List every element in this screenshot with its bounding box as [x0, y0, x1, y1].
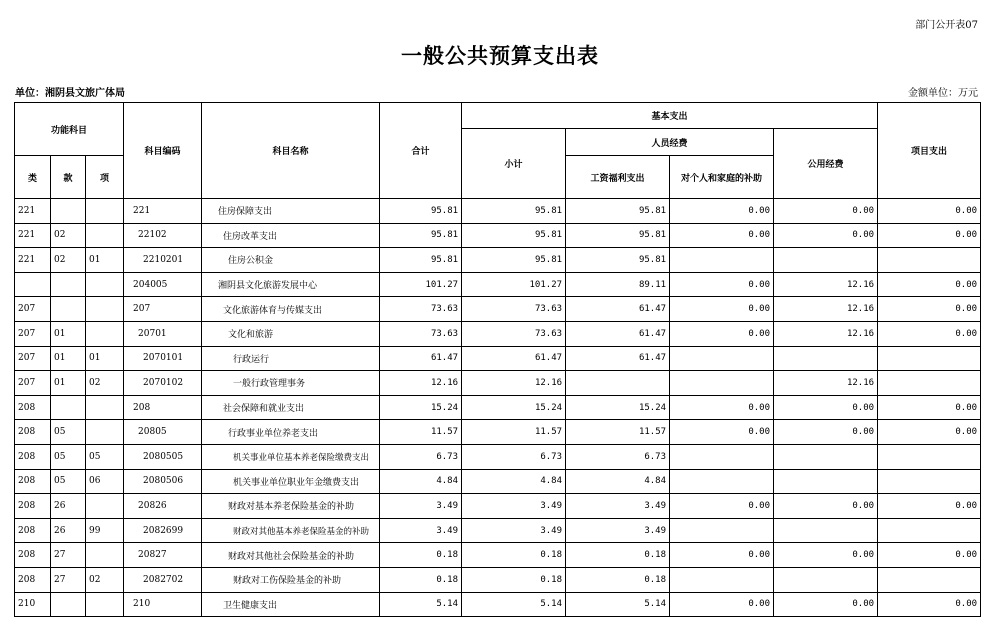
cell-name: 行政运行 [202, 346, 380, 371]
cell-kuan [51, 592, 86, 617]
cell-code: 208 [124, 395, 202, 420]
cell-subtotal: 11.57 [462, 420, 566, 445]
cell-salary: 3.49 [566, 518, 670, 543]
cell-lei: 207 [15, 346, 51, 371]
cell-code: 207 [124, 297, 202, 322]
cell-kuan: 01 [51, 346, 86, 371]
cell-xiang [86, 592, 124, 617]
cell-subsidy: 0.00 [670, 592, 774, 617]
cell-public: 0.00 [774, 420, 878, 445]
cell-salary: 61.47 [566, 346, 670, 371]
cell-total: 95.81 [380, 199, 462, 224]
department-unit: 单位：湘阴县文旅广体局 [15, 88, 125, 99]
cell-public [774, 346, 878, 371]
cell-code: 221 [124, 199, 202, 224]
cell-lei: 208 [15, 494, 51, 519]
table-row [15, 567, 981, 592]
cell-project: 0.00 [878, 420, 981, 445]
cell-subsidy: 0.00 [670, 420, 774, 445]
table-row [15, 371, 981, 396]
cell-project: 0.00 [878, 395, 981, 420]
header-public: 公用经费 [774, 129, 878, 199]
cell-code: 2070102 [124, 371, 202, 396]
cell-subtotal: 3.49 [462, 518, 566, 543]
cell-lei: 208 [15, 543, 51, 568]
cell-kuan: 05 [51, 469, 86, 494]
cell-subsidy [670, 444, 774, 469]
cell-salary: 89.11 [566, 272, 670, 297]
cell-total: 95.81 [380, 223, 462, 248]
cell-project [878, 444, 981, 469]
cell-public [774, 567, 878, 592]
cell-kuan: 05 [51, 420, 86, 445]
cell-total: 101.27 [380, 272, 462, 297]
cell-subtotal: 6.73 [462, 444, 566, 469]
cell-lei: 207 [15, 297, 51, 322]
cell-subtotal: 61.47 [462, 346, 566, 371]
cell-xiang: 05 [86, 444, 124, 469]
table-number: 部门公开表07 [915, 20, 978, 31]
cell-lei: 208 [15, 444, 51, 469]
cell-xiang: 02 [86, 567, 124, 592]
header-salary: 工资福利支出 [566, 156, 670, 199]
cell-subsidy: 0.00 [670, 395, 774, 420]
cell-project [878, 371, 981, 396]
header-lei: 类 [15, 156, 51, 199]
table-row [15, 248, 981, 273]
table-row [15, 469, 981, 494]
cell-code: 204005 [124, 272, 202, 297]
cell-total: 6.73 [380, 444, 462, 469]
cell-subsidy [670, 469, 774, 494]
cell-public [774, 248, 878, 273]
cell-xiang: 02 [86, 371, 124, 396]
table-row [15, 420, 981, 445]
cell-lei: 208 [15, 518, 51, 543]
cell-project: 0.00 [878, 223, 981, 248]
cell-kuan: 02 [51, 223, 86, 248]
cell-subsidy: 0.00 [670, 223, 774, 248]
table-row [15, 494, 981, 519]
header-subtotal: 小计 [462, 129, 566, 199]
cell-salary: 4.84 [566, 469, 670, 494]
cell-public: 0.00 [774, 543, 878, 568]
cell-total: 4.84 [380, 469, 462, 494]
table-row [15, 321, 981, 346]
cell-project: 0.00 [878, 272, 981, 297]
cell-subtotal: 3.49 [462, 494, 566, 519]
cell-subsidy: 0.00 [670, 297, 774, 322]
table-row [15, 444, 981, 469]
cell-project: 0.00 [878, 297, 981, 322]
cell-total: 73.63 [380, 321, 462, 346]
cell-xiang [86, 321, 124, 346]
cell-code: 2080505 [124, 444, 202, 469]
cell-project [878, 518, 981, 543]
cell-lei: 210 [15, 592, 51, 617]
cell-name: 住房保障支出 [202, 199, 380, 224]
cell-xiang: 99 [86, 518, 124, 543]
cell-project [878, 248, 981, 273]
amount-unit: 金额单位：万元 [908, 88, 978, 99]
cell-kuan: 02 [51, 248, 86, 273]
cell-subtotal: 12.16 [462, 371, 566, 396]
table-row [15, 272, 981, 297]
table-row [15, 223, 981, 248]
cell-subsidy [670, 567, 774, 592]
cell-code: 2082702 [124, 567, 202, 592]
cell-total: 3.49 [380, 494, 462, 519]
cell-lei [15, 272, 51, 297]
cell-subtotal: 101.27 [462, 272, 566, 297]
cell-kuan [51, 297, 86, 322]
header-xiang: 项 [86, 156, 124, 199]
cell-subtotal: 73.63 [462, 321, 566, 346]
cell-code: 20805 [124, 420, 202, 445]
header-project: 项目支出 [878, 103, 981, 199]
cell-total: 5.14 [380, 592, 462, 617]
cell-project [878, 567, 981, 592]
cell-name: 住房改革支出 [202, 223, 380, 248]
budget-table [14, 102, 981, 617]
cell-salary [566, 371, 670, 396]
cell-subtotal: 15.24 [462, 395, 566, 420]
cell-name: 社会保障和就业支出 [202, 395, 380, 420]
cell-subsidy [670, 248, 774, 273]
cell-lei: 208 [15, 395, 51, 420]
table-row [15, 346, 981, 371]
cell-public [774, 469, 878, 494]
header-subject-code: 科目编码 [124, 103, 202, 199]
cell-code: 20826 [124, 494, 202, 519]
cell-public: 0.00 [774, 592, 878, 617]
table-row [15, 592, 981, 617]
cell-project: 0.00 [878, 494, 981, 519]
cell-name: 湘阴县文化旅游发展中心 [202, 272, 380, 297]
cell-project: 0.00 [878, 199, 981, 224]
cell-subsidy: 0.00 [670, 199, 774, 224]
cell-subsidy: 0.00 [670, 272, 774, 297]
cell-code: 20701 [124, 321, 202, 346]
cell-public [774, 518, 878, 543]
cell-name: 财政对基本养老保险基金的补助 [202, 494, 380, 519]
cell-subtotal: 4.84 [462, 469, 566, 494]
cell-lei: 207 [15, 371, 51, 396]
table-row [15, 395, 981, 420]
cell-total: 73.63 [380, 297, 462, 322]
cell-project: 0.00 [878, 592, 981, 617]
cell-salary: 95.81 [566, 199, 670, 224]
cell-xiang [86, 199, 124, 224]
cell-subsidy [670, 346, 774, 371]
cell-public [774, 444, 878, 469]
page-title: 一般公共预算支出表 [401, 43, 599, 68]
cell-subsidy [670, 518, 774, 543]
cell-public: 12.16 [774, 272, 878, 297]
cell-name: 机关事业单位基本养老保险缴费支出 [202, 444, 380, 469]
cell-lei: 207 [15, 321, 51, 346]
cell-kuan: 27 [51, 567, 86, 592]
cell-total: 3.49 [380, 518, 462, 543]
cell-kuan: 05 [51, 444, 86, 469]
cell-lei: 221 [15, 223, 51, 248]
table-row [15, 543, 981, 568]
cell-salary: 61.47 [566, 321, 670, 346]
cell-subsidy [670, 371, 774, 396]
cell-code: 20827 [124, 543, 202, 568]
cell-public: 12.16 [774, 297, 878, 322]
cell-salary: 0.18 [566, 543, 670, 568]
cell-total: 12.16 [380, 371, 462, 396]
cell-subtotal: 95.81 [462, 248, 566, 273]
cell-name: 财政对其他社会保险基金的补助 [202, 543, 380, 568]
table-header [15, 103, 981, 199]
cell-public: 0.00 [774, 199, 878, 224]
cell-xiang: 01 [86, 248, 124, 273]
cell-name: 行政事业单位养老支出 [202, 420, 380, 445]
cell-kuan: 26 [51, 494, 86, 519]
cell-salary: 95.81 [566, 248, 670, 273]
cell-salary: 95.81 [566, 223, 670, 248]
cell-salary: 0.18 [566, 567, 670, 592]
cell-project [878, 469, 981, 494]
cell-xiang [86, 297, 124, 322]
header-kuan: 款 [51, 156, 86, 199]
cell-subtotal: 5.14 [462, 592, 566, 617]
cell-name: 财政对工伤保险基金的补助 [202, 567, 380, 592]
cell-code: 2070101 [124, 346, 202, 371]
cell-kuan: 01 [51, 321, 86, 346]
cell-public: 12.16 [774, 321, 878, 346]
cell-public: 0.00 [774, 395, 878, 420]
cell-xiang [86, 494, 124, 519]
cell-project: 0.00 [878, 321, 981, 346]
cell-subtotal: 0.18 [462, 567, 566, 592]
cell-name: 机关事业单位职业年金缴费支出 [202, 469, 380, 494]
cell-salary: 6.73 [566, 444, 670, 469]
table-row [15, 518, 981, 543]
table-row [15, 297, 981, 322]
cell-subtotal: 95.81 [462, 223, 566, 248]
cell-lei: 208 [15, 469, 51, 494]
cell-subtotal: 73.63 [462, 297, 566, 322]
cell-total: 0.18 [380, 543, 462, 568]
cell-code: 2210201 [124, 248, 202, 273]
cell-xiang [86, 543, 124, 568]
header-basic: 基本支出 [462, 103, 878, 129]
cell-xiang [86, 223, 124, 248]
cell-lei: 208 [15, 420, 51, 445]
cell-public: 12.16 [774, 371, 878, 396]
table-row [15, 199, 981, 224]
cell-subtotal: 0.18 [462, 543, 566, 568]
cell-kuan: 26 [51, 518, 86, 543]
header-total: 合计 [380, 103, 462, 199]
cell-xiang [86, 420, 124, 445]
cell-total: 61.47 [380, 346, 462, 371]
cell-total: 95.81 [380, 248, 462, 273]
cell-name: 文化和旅游 [202, 321, 380, 346]
cell-lei: 221 [15, 199, 51, 224]
cell-kuan: 27 [51, 543, 86, 568]
cell-total: 11.57 [380, 420, 462, 445]
cell-code: 210 [124, 592, 202, 617]
cell-salary: 3.49 [566, 494, 670, 519]
cell-code: 2080506 [124, 469, 202, 494]
cell-lei: 221 [15, 248, 51, 273]
cell-name: 卫生健康支出 [202, 592, 380, 617]
cell-total: 0.18 [380, 567, 462, 592]
cell-total: 15.24 [380, 395, 462, 420]
cell-xiang: 06 [86, 469, 124, 494]
cell-subtotal: 95.81 [462, 199, 566, 224]
cell-xiang: 01 [86, 346, 124, 371]
header-func-subject: 功能科目 [15, 103, 124, 156]
cell-kuan: 01 [51, 371, 86, 396]
cell-xiang [86, 395, 124, 420]
cell-salary: 61.47 [566, 297, 670, 322]
cell-salary: 5.14 [566, 592, 670, 617]
cell-name: 住房公积金 [202, 248, 380, 273]
cell-code: 22102 [124, 223, 202, 248]
cell-kuan [51, 272, 86, 297]
cell-subsidy: 0.00 [670, 494, 774, 519]
cell-public: 0.00 [774, 494, 878, 519]
cell-project [878, 346, 981, 371]
cell-lei: 208 [15, 567, 51, 592]
header-subject-name: 科目名称 [202, 103, 380, 199]
cell-project: 0.00 [878, 543, 981, 568]
cell-kuan [51, 199, 86, 224]
cell-salary: 15.24 [566, 395, 670, 420]
header-personnel: 人员经费 [566, 129, 774, 156]
cell-name: 文化旅游体育与传媒支出 [202, 297, 380, 322]
header-subsidy: 对个人和家庭的补助 [670, 156, 774, 199]
cell-public: 0.00 [774, 223, 878, 248]
cell-subsidy: 0.00 [670, 321, 774, 346]
cell-kuan [51, 395, 86, 420]
cell-xiang [86, 272, 124, 297]
cell-salary: 11.57 [566, 420, 670, 445]
cell-code: 2082699 [124, 518, 202, 543]
cell-name: 一般行政管理事务 [202, 371, 380, 396]
cell-name: 财政对其他基本养老保险基金的补助 [202, 518, 380, 543]
table-body [15, 199, 981, 617]
cell-subsidy: 0.00 [670, 543, 774, 568]
